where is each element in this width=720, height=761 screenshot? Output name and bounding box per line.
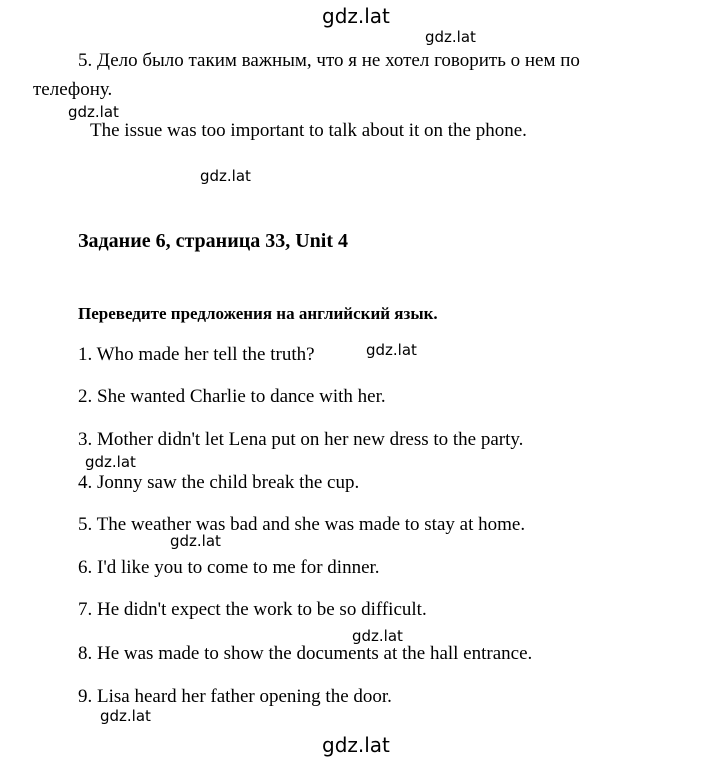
- sentence-item: 2. She wanted Charlie to dance with her.: [78, 386, 386, 407]
- watermark: gdz.lat: [425, 28, 476, 46]
- sentence-item: 1. Who made her tell the truth?: [78, 344, 315, 365]
- watermark: gdz.lat: [200, 167, 251, 185]
- watermark: gdz.lat: [85, 453, 136, 471]
- watermark: gdz.lat: [322, 733, 390, 757]
- watermark: gdz.lat: [352, 627, 403, 645]
- sentence-item: 4. Jonny saw the child break the cup.: [78, 472, 360, 493]
- sentence-item: 5. The weather was bad and she was made to stay at home.: [78, 514, 526, 535]
- russian-sentence-line-2: телефону.: [33, 79, 113, 100]
- russian-sentence-line-1: 5. Дело было таким важным, что я не хотел говорить о нем по: [78, 50, 580, 71]
- sentence-item: 8. He was made to show the documents at the hall entrance.: [78, 643, 533, 664]
- sentence-item: 3. Mother didn't let Lena put on her new dress to the party.: [78, 429, 524, 450]
- english-translation: The issue was too important to talk about it on the phone.: [90, 120, 527, 141]
- task-instruction: Переведите предложения на английский язык.: [78, 304, 438, 323]
- watermark: gdz.lat: [366, 341, 417, 359]
- watermark: gdz.lat: [170, 532, 221, 550]
- sentence-item: 9. Lisa heard her father opening the door.: [78, 686, 392, 707]
- sentence-item: 6. I'd like you to come to me for dinner.: [78, 557, 380, 578]
- task-title: Задание 6, страница 33, Unit 4: [78, 230, 349, 252]
- watermark: gdz.lat: [100, 707, 151, 725]
- watermark: gdz.lat: [322, 4, 390, 28]
- watermark: gdz.lat: [68, 103, 119, 121]
- sentence-item: 7. He didn't expect the work to be so difficult.: [78, 599, 427, 620]
